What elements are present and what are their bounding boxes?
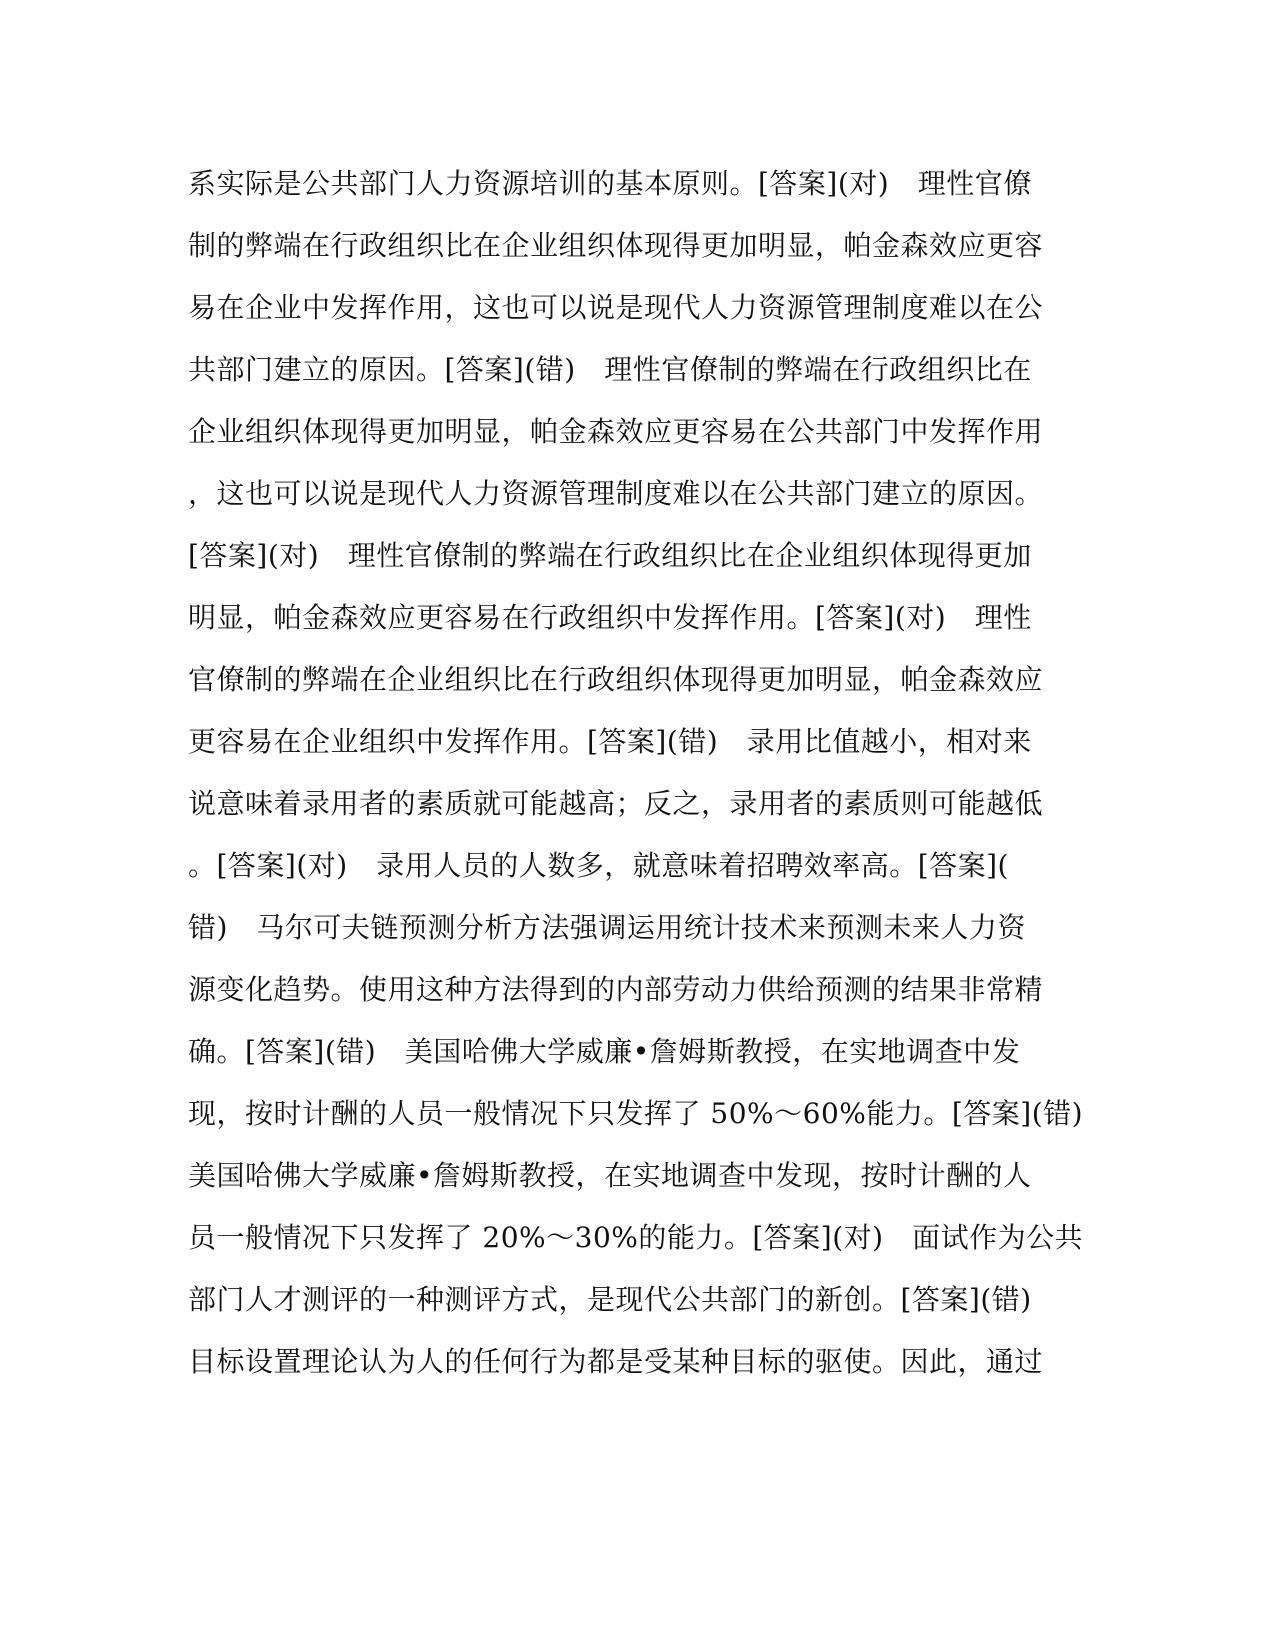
text-line: 易在企业中发挥作用，这也可以说是现代人力资源管理制度难以在公 — [188, 291, 1044, 324]
text-line: 明显，帕金森效应更容易在行政组织中发挥作用。[答案](对) 理性 — [188, 601, 1032, 634]
text-line: 目标设置理论认为人的任何行为都是受某种目标的驱使。因此，通过 — [188, 1345, 1044, 1378]
text-line: 美国哈佛大学威廉•詹姆斯教授，在实地调查中发现，按时计酬的人 — [188, 1159, 1032, 1192]
text-line: 官僚制的弊端在企业组织比在行政组织体现得更加明显，帕金森效应 — [188, 663, 1044, 696]
text-line: 确。[答案](错) 美国哈佛大学威廉•詹姆斯教授，在实地调查中发 — [188, 1035, 1021, 1068]
text-line: 现，按时计酬的人员一般情况下只发挥了 50%～60%能力。[答案](错) — [188, 1097, 1084, 1130]
text-line: 更容易在企业组织中发挥作用。[答案](错) 录用比值越小，相对来 — [188, 725, 1032, 758]
text-line: 源变化趋势。使用这种方法得到的内部劳动力供给预测的结果非常精 — [188, 973, 1044, 1006]
text-line: 错) 马尔可夫链预测分析方法强调运用统计技术来预测未来人力资 — [188, 911, 1026, 944]
text-line: 说意味着录用者的素质就可能越高；反之，录用者的素质则可能越低 — [188, 787, 1044, 820]
text-line: 员一般情况下只发挥了 20%～30%的能力。[答案](对) 面试作为公共 — [188, 1221, 1084, 1254]
text-line: 。[答案](对) 录用人员的人数多，就意味着招聘效率高。[答案]( — [188, 849, 1009, 882]
text-line: [答案](对) 理性官僚制的弊端在行政组织比在企业组织体现得更加 — [188, 539, 1032, 572]
body-text — [188, 153, 1084, 1393]
text-line: 共部门建立的原因。[答案](错) 理性官僚制的弊端在行政组织比在 — [188, 353, 1032, 386]
text-line: ，这也可以说是现代人力资源管理制度难以在公共部门建立的原因。 — [188, 477, 1044, 510]
text-line: 制的弊端在行政组织比在企业组织体现得更加明显，帕金森效应更容 — [188, 229, 1044, 262]
text-line: 系实际是公共部门人力资源培训的基本原则。[答案](对) 理性官僚 — [188, 167, 1032, 200]
text-line: 企业组织体现得更加明显，帕金森效应更容易在公共部门中发挥作用 — [188, 415, 1044, 448]
text-line: 部门人才测评的一种测评方式，是现代公共部门的新创。[答案](错) — [188, 1283, 1032, 1316]
